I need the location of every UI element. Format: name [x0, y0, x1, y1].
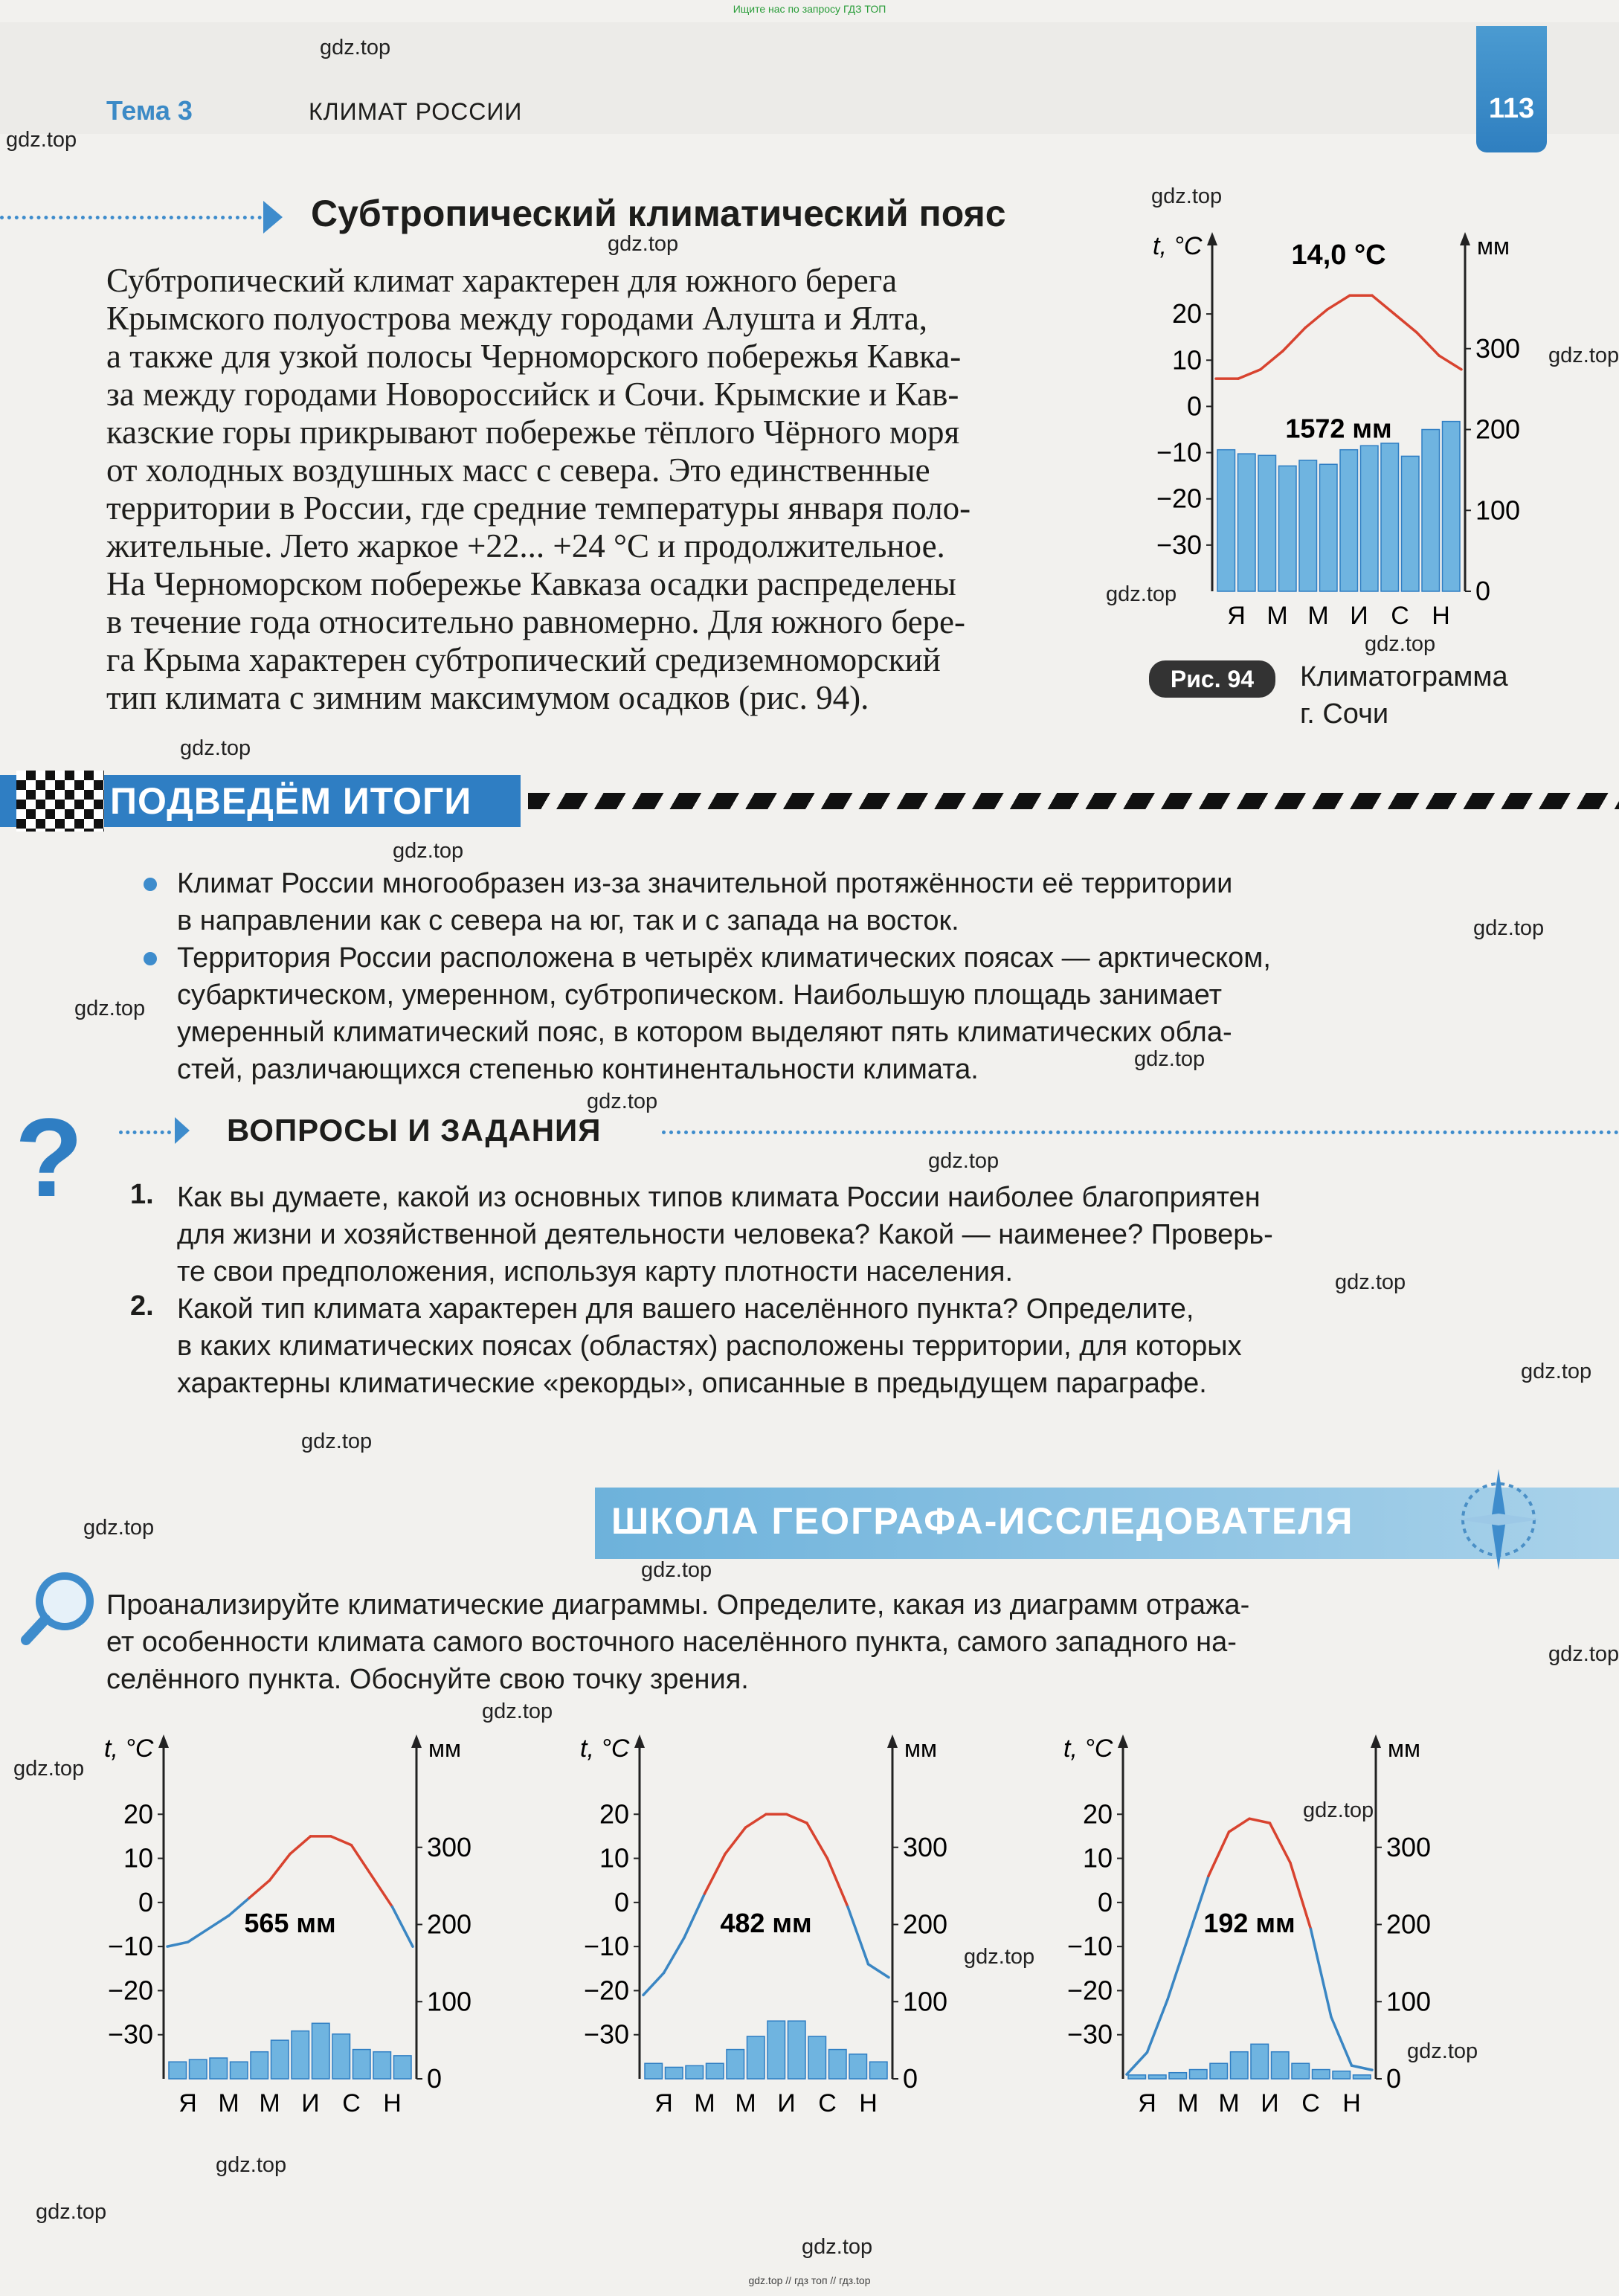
temperature-segment [1394, 314, 1417, 332]
precip-bar [706, 2063, 724, 2079]
right-tick-label: 0 [903, 2063, 918, 2094]
bullet-icon [144, 952, 157, 965]
precip-bar [271, 2040, 289, 2079]
precip-bar [788, 2021, 806, 2079]
right-tick-label: 300 [903, 1831, 948, 1862]
temperature-segment [290, 1836, 311, 1854]
watermark: gdz.top [180, 736, 251, 760]
temperature-segment [1352, 2065, 1373, 2070]
right-tick-label: 100 [1475, 495, 1521, 526]
watermark: gdz.top [83, 1516, 155, 1540]
watermark: gdz.top [928, 1149, 1000, 1173]
precip-bar [353, 2050, 371, 2079]
left-tick-label: 10 [1082, 1842, 1113, 1874]
precip-bar [1299, 460, 1317, 591]
precip-bar [727, 2050, 744, 2079]
temperature-segment [352, 1845, 373, 1877]
precip-bar [210, 2058, 228, 2079]
figure-caption-line: г. Сочи [1300, 698, 1389, 730]
right-tick-label: 0 [1475, 576, 1491, 606]
precipitation-label: 192 мм [1203, 1907, 1295, 1938]
top-note: Ищите нас по запросу ГДЗ ТОП [733, 3, 886, 15]
question-number: 2. [130, 1290, 154, 1322]
precip-bar [1128, 2075, 1146, 2079]
left-tick-label: −30 [107, 2019, 153, 2050]
precip-bar [1238, 454, 1256, 591]
task-line: Проанализируйте климатические диаграммы. Определите, какая из диаграмм отража- [106, 1589, 1250, 1621]
precip-bar [251, 2052, 268, 2079]
precip-bar [829, 2050, 847, 2079]
right-tick-label: 100 [427, 1986, 472, 2017]
month-label: М [218, 2089, 239, 2117]
precip-bar [1149, 2075, 1167, 2079]
month-label: И [777, 2089, 796, 2117]
precip-bar [1272, 2052, 1290, 2079]
bullet-icon [144, 878, 157, 891]
precip-bar [231, 2062, 248, 2079]
left-tick-label: −30 [1066, 2019, 1113, 2050]
climatogram-c [1049, 1726, 1465, 2142]
precip-bar [808, 2036, 826, 2079]
question-line: в каких климатических поясах (областях) расположены территории, для которых [177, 1331, 1242, 1362]
watermark: gdz.top [482, 1700, 553, 1723]
temperature-segment [1439, 356, 1461, 370]
task-line: ет особенности климата самого восточного населённого пункта, самого западного на- [106, 1627, 1237, 1658]
paragraph-line: тип климата с зимним максимумом осадков (рис. 94). [106, 679, 869, 716]
watermark: gdz.top [641, 1558, 712, 1582]
watermark: gdz.top [1303, 1798, 1374, 1822]
questions-dotted-left [119, 1131, 171, 1134]
page-header [0, 22, 1619, 134]
left-tick-label: −20 [1066, 1975, 1113, 2006]
precip-bar [767, 2021, 785, 2079]
watermark: gdz.top [1407, 2039, 1478, 2063]
left-tick-label: 10 [599, 1842, 629, 1874]
left-tick-label: −30 [1156, 529, 1202, 560]
right-axis-arrow [887, 1734, 898, 1748]
temperature-segment [807, 1823, 828, 1858]
paragraph-line: На Черноморском побережье Кавказа осадки распределены [106, 565, 956, 602]
month-label: С [1391, 602, 1409, 630]
temperature-segment [393, 1907, 413, 1946]
right-axis-label: мм [1388, 1735, 1420, 1762]
temperature-segment [725, 1827, 746, 1854]
month-label: М [694, 2089, 715, 2117]
precip-bar [312, 2023, 330, 2079]
precip-bar [190, 2059, 207, 2079]
precip-bar [1231, 2052, 1249, 2079]
watermark: gdz.top [1473, 916, 1545, 940]
right-tick-label: 300 [427, 1831, 472, 1862]
left-tick-label: 0 [1097, 1886, 1113, 1917]
month-label: М [259, 2089, 280, 2117]
temperature-segment [1127, 2052, 1148, 2074]
checker-flag-icon [16, 771, 104, 832]
precip-bar [1333, 2071, 1351, 2079]
left-axis-arrow [1118, 1734, 1128, 1748]
left-tick-label: −10 [107, 1931, 153, 1962]
precip-bar [1258, 455, 1276, 591]
temperature-segment [848, 1907, 869, 1964]
month-label: М [1218, 2089, 1240, 2117]
left-tick-label: −30 [583, 2019, 629, 2050]
left-axis-arrow [158, 1734, 169, 1748]
left-tick-label: −10 [1066, 1931, 1113, 1962]
precip-bar [292, 2031, 309, 2079]
right-tick-label: 100 [1386, 1986, 1432, 2017]
paragraph-line: за между городами Новороссийск и Сочи. Крымские и Кав- [106, 376, 959, 413]
summary-line: умеренный климатический пояс, в котором выделяют пять климатических обла- [177, 1017, 1232, 1048]
watermark: gdz.top [964, 1945, 1035, 1969]
left-axis-label: t, °С [104, 1734, 154, 1763]
precip-bar [1169, 2073, 1187, 2079]
month-label: С [1301, 2089, 1320, 2117]
compass-icon [1450, 1461, 1547, 1573]
watermark: gdz.top [802, 2235, 873, 2259]
paragraph-line: жительные. Лето жаркое +22... +24 °С и продолжительное. [106, 527, 945, 565]
precip-bar [1279, 466, 1297, 591]
precip-bar [1210, 2063, 1228, 2079]
right-tick-label: 200 [1475, 414, 1521, 445]
summary-line: субарктическом, умеренном, субтропическом. Наибольшую площадь занимает [177, 980, 1223, 1011]
temperature-segment [331, 1836, 352, 1845]
watermark: gdz.top [1521, 1360, 1592, 1383]
temperature-segment [684, 1894, 705, 1938]
theme-title: КЛИМАТ РОССИИ [309, 98, 523, 125]
questions-arrow-icon [175, 1117, 190, 1144]
temperature-segment [828, 1859, 849, 1907]
month-label: Н [859, 2089, 878, 2117]
precip-bar [1292, 2063, 1310, 2079]
month-label: М [1266, 602, 1288, 630]
month-label: Н [1432, 602, 1450, 630]
watermark: gdz.top [74, 997, 146, 1020]
month-label: И [1350, 602, 1368, 630]
temperature-segment [1305, 309, 1327, 328]
paragraph-line: казские горы прикрывают побережье тёплого Чёрного моря [106, 414, 960, 451]
left-tick-label: −20 [583, 1975, 629, 2006]
watermark: gdz.top [1151, 184, 1223, 208]
figure-badge: Рис. 94 [1149, 660, 1275, 698]
temperature-segment [664, 1938, 685, 1972]
precip-bar [1381, 443, 1399, 591]
left-axis-arrow [1207, 232, 1217, 245]
section-dotted-line [0, 216, 262, 219]
month-label: С [818, 2089, 837, 2117]
watermark: gdz.top [6, 128, 77, 152]
month-label: Н [1342, 2089, 1361, 2117]
temperature-segment [208, 1916, 229, 1929]
paragraph-line: от холодных воздушных масс с севера. Это единственные [106, 451, 930, 489]
watermark: gdz.top [1548, 344, 1619, 367]
precip-bar [1340, 450, 1358, 591]
right-tick-label: 0 [1386, 2063, 1402, 2094]
section-title: Субтропический климатический пояс [311, 193, 1006, 234]
temperature-segment [1327, 295, 1350, 309]
temperature-segment [787, 1814, 808, 1823]
precip-bar [1320, 464, 1338, 591]
temperature-segment [1238, 370, 1261, 379]
right-tick-label: 100 [903, 1986, 948, 2017]
temperature-segment [1372, 295, 1394, 314]
summary-line: Климат России многообразен из-за значительной протяжённости её территории [177, 868, 1233, 899]
temperature-segment [1270, 1823, 1291, 1862]
precip-bar [1443, 422, 1461, 591]
question-number: 1. [130, 1179, 154, 1210]
climatogram-b [565, 1726, 982, 2142]
precip-bar [1217, 450, 1235, 591]
watermark: gdz.top [608, 232, 679, 256]
temperature-segment [746, 1814, 767, 1827]
precip-bar [1361, 446, 1379, 591]
watermark: gdz.top [1335, 1270, 1406, 1294]
precip-bar [1190, 2070, 1208, 2079]
precipitation-label: 482 мм [720, 1907, 812, 1938]
month-label: М [1177, 2089, 1199, 2117]
watermark: gdz.top [1106, 582, 1177, 606]
month-label: Н [383, 2089, 402, 2117]
precip-bar [394, 2056, 412, 2079]
left-axis-label: t, °С [1063, 1734, 1113, 1763]
temperature-segment [1283, 328, 1305, 351]
precipitation-label: 1572 мм [1285, 413, 1392, 444]
right-axis-label: мм [904, 1735, 937, 1762]
precip-bar [849, 2054, 867, 2079]
bottom-note: gdz.top // гдз топ // гдз.top [748, 2274, 871, 2286]
temperature-segment [643, 1973, 664, 1996]
watermark: gdz.top [1548, 1642, 1619, 1666]
precip-bar [870, 2062, 888, 2079]
month-label: Я [654, 2089, 673, 2117]
figure-caption-line: Климатограмма [1300, 661, 1508, 692]
precip-bar [1422, 430, 1440, 592]
temperature-segment [167, 1942, 188, 1946]
dashed-divider [528, 793, 1619, 809]
paragraph-line: в течение года относительно равномерно. Для южного бере- [106, 603, 966, 640]
left-tick-label: 20 [123, 1798, 153, 1830]
school-banner-label: ШКОЛА ГЕОГРАФА-ИССЛЕДОВАТЕЛЯ [611, 1500, 1354, 1542]
question-line: Как вы думаете, какой из основных типов климата России наиболее благоприятен [177, 1182, 1261, 1213]
left-tick-label: 10 [1171, 344, 1202, 376]
watermark: gdz.top [216, 2153, 287, 2177]
paragraph-line: Крымского полуострова между городами Алушта и Ялта, [106, 300, 928, 337]
summary-line: стей, различающихся степенью континентальности климата. [177, 1054, 979, 1085]
left-axis-label: t, °С [1153, 232, 1203, 260]
month-label: Я [1227, 602, 1246, 630]
temperature-segment [270, 1854, 291, 1881]
watermark: gdz.top [320, 36, 391, 60]
left-tick-label: 20 [1082, 1798, 1113, 1830]
temperature-segment [869, 1964, 889, 1978]
temperature-segment [1261, 351, 1283, 370]
magnifier-icon [19, 1566, 100, 1647]
right-axis-label: мм [428, 1735, 461, 1762]
left-tick-label: −10 [1156, 437, 1202, 468]
questions-title: ВОПРОСЫ И ЗАДАНИЯ [227, 1113, 602, 1148]
watermark: gdz.top [587, 1090, 658, 1113]
month-label: М [1307, 602, 1329, 630]
paragraph-line: а также для узкой полосы Черноморского побережья Кавка- [106, 338, 962, 375]
temperature-segment [705, 1854, 726, 1894]
precip-bar [1313, 2070, 1330, 2079]
page-number: 113 [1476, 26, 1547, 152]
temperature-segment [1331, 2017, 1352, 2065]
bleed-text [1004, 97, 1010, 122]
precip-bar [666, 2067, 683, 2079]
right-axis-arrow [1460, 232, 1470, 245]
temperature-segment [1168, 1938, 1188, 1999]
precip-bar [1354, 2075, 1371, 2079]
precip-bar [1251, 2044, 1269, 2079]
right-tick-label: 200 [903, 1908, 948, 1940]
temperature-segment [249, 1880, 270, 1898]
month-label: С [342, 2089, 361, 2117]
left-tick-label: 0 [138, 1886, 153, 1917]
left-axis-arrow [634, 1734, 645, 1748]
question-mark-icon: ? [15, 1095, 83, 1220]
left-tick-label: 10 [123, 1842, 153, 1874]
left-axis-label: t, °С [580, 1734, 630, 1763]
summary-line: в направлении как с севера на юг, так и с запада на восток. [177, 905, 959, 936]
right-tick-label: 300 [1475, 332, 1521, 364]
question-line: те свои предположения, используя карту плотности населения. [177, 1256, 1014, 1287]
summary-line: Территория России расположена в четырёх климатических поясах — арктическом, [177, 942, 1271, 974]
precipitation-label: 565 мм [244, 1907, 336, 1938]
right-axis-arrow [411, 1734, 422, 1748]
left-tick-label: 0 [1186, 390, 1202, 422]
task-line: селённого пункта. Обоснуйте свою точку зрения. [106, 1664, 749, 1695]
paragraph-line: территории в России, где средние температуры января поло- [106, 489, 971, 527]
left-tick-label: 20 [599, 1798, 629, 1830]
watermark: gdz.top [13, 1757, 85, 1781]
right-axis-arrow [1371, 1734, 1381, 1748]
section-arrow-icon [263, 201, 283, 234]
precip-bar [169, 2062, 187, 2079]
temperature-segment [188, 1929, 209, 1942]
precip-bar [1402, 456, 1420, 591]
month-label: И [301, 2089, 320, 2117]
climatogram-a [89, 1726, 506, 2142]
question-line: для жизни и хозяйственной деятельности человека? Какой — наименее? Проверь- [177, 1219, 1273, 1250]
month-label: М [735, 2089, 756, 2117]
question-line: Какой тип климата характерен для вашего населённого пункта? Определите, [177, 1293, 1194, 1325]
precip-bar [332, 2034, 350, 2079]
precip-bar [373, 2052, 391, 2079]
summary-banner-label: ПОДВЕДЁМ ИТОГИ [110, 780, 472, 822]
temperature-segment [1208, 1832, 1229, 1876]
right-axis-label: мм [1477, 233, 1510, 260]
watermark: gdz.top [301, 1430, 373, 1453]
question-line: характерны климатические «рекорды», описанные в предыдущем параграфе. [177, 1368, 1207, 1399]
right-tick-label: 0 [427, 2063, 442, 2094]
left-tick-label: 20 [1171, 298, 1202, 329]
temperature-segment [1249, 1819, 1270, 1823]
temperature-segment [372, 1876, 393, 1907]
precip-bar [686, 2065, 704, 2079]
month-label: Я [1138, 2089, 1156, 2117]
left-tick-label: −20 [107, 1975, 153, 2006]
left-tick-label: −20 [1156, 483, 1202, 514]
month-label: И [1261, 2089, 1279, 2117]
paragraph-line: га Крыма характерен субтропический средиземноморский [106, 641, 941, 678]
temperature-segment [1148, 1999, 1168, 2052]
figure-caption [1300, 658, 1508, 733]
right-tick-label: 200 [1386, 1908, 1432, 1940]
watermark: gdz.top [36, 2200, 107, 2224]
left-tick-label: −10 [583, 1931, 629, 1962]
precip-bar [645, 2063, 663, 2079]
watermark: gdz.top [393, 839, 464, 863]
tema-label: Тема 3 [106, 95, 193, 126]
temperature-segment [1229, 1819, 1250, 1832]
watermark: gdz.top [1134, 1047, 1206, 1071]
right-tick-label: 300 [1386, 1831, 1432, 1862]
climatogram-sochi [1138, 223, 1554, 655]
temperature-segment [1311, 1929, 1332, 2017]
right-tick-label: 200 [427, 1908, 472, 1940]
left-tick-label: 0 [614, 1886, 629, 1917]
temperature-segment [1417, 332, 1439, 356]
watermark: gdz.top [1365, 632, 1436, 656]
precip-bar [747, 2036, 765, 2079]
temperature-label: 14,0 °С [1291, 239, 1386, 271]
paragraph-line: Субтропический климат характерен для южного берега [106, 262, 898, 299]
questions-dotted-right [662, 1131, 1619, 1134]
month-label: Я [178, 2089, 197, 2117]
